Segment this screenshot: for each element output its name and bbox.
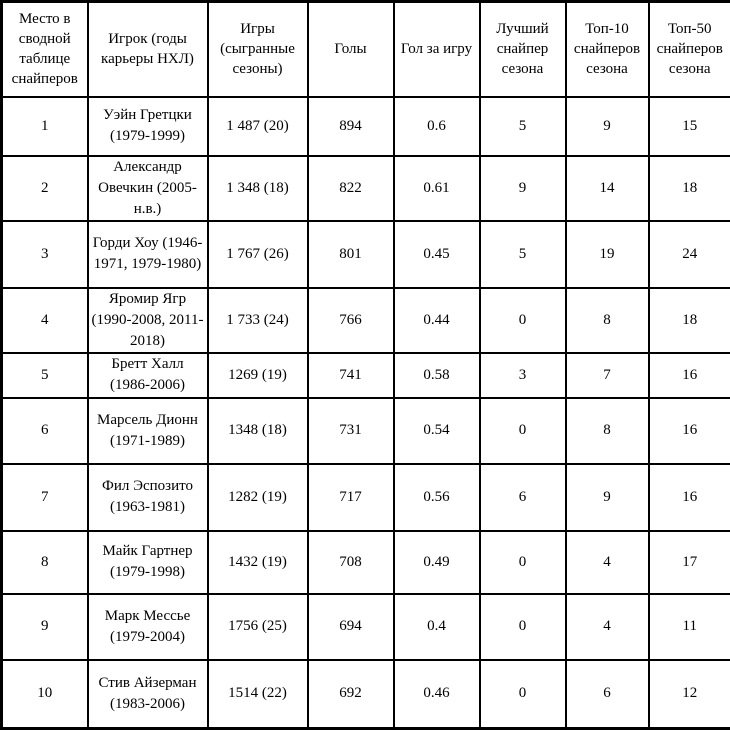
cell-rank: 4 bbox=[2, 288, 88, 353]
cell-top-10: 8 bbox=[566, 398, 649, 464]
cell-top-10: 8 bbox=[566, 288, 649, 353]
cell-player: Марк Мессье (1979-2004) bbox=[88, 594, 208, 660]
cell-goals: 894 bbox=[308, 97, 394, 156]
cell-player: Александр Овечкин (2005-н.в.) bbox=[88, 156, 208, 221]
table-row bbox=[2, 398, 730, 464]
cell-goals: 731 bbox=[308, 398, 394, 464]
cell-player: Горди Хоу (1946-1971, 1979-1980) bbox=[88, 221, 208, 288]
cell-rank: 7 bbox=[2, 464, 88, 531]
header-rank: Место в сводной таблице снайперов bbox=[2, 2, 88, 97]
cell-top-10: 19 bbox=[566, 221, 649, 288]
cell-goals-per-game: 0.46 bbox=[394, 660, 480, 729]
cell-goals: 708 bbox=[308, 531, 394, 594]
cell-rank: 9 bbox=[2, 594, 88, 660]
table-row bbox=[2, 660, 730, 729]
cell-rank: 6 bbox=[2, 398, 88, 464]
cell-top-50: 15 bbox=[649, 97, 730, 156]
cell-top-50: 16 bbox=[649, 398, 730, 464]
cell-player: Яромир Ягр (1990-2008, 2011-2018) bbox=[88, 288, 208, 353]
cell-top-scorer: 0 bbox=[480, 531, 566, 594]
header-row bbox=[2, 2, 730, 97]
cell-goals-per-game: 0.6 bbox=[394, 97, 480, 156]
cell-top-scorer: 0 bbox=[480, 288, 566, 353]
cell-goals-per-game: 0.58 bbox=[394, 353, 480, 398]
cell-rank: 5 bbox=[2, 353, 88, 398]
cell-top-scorer: 0 bbox=[480, 660, 566, 729]
table-row bbox=[2, 353, 730, 398]
cell-goals: 694 bbox=[308, 594, 394, 660]
cell-goals: 741 bbox=[308, 353, 394, 398]
cell-games: 1514 (22) bbox=[208, 660, 308, 729]
cell-top-50: 16 bbox=[649, 464, 730, 531]
table-row bbox=[2, 97, 730, 156]
cell-goals-per-game: 0.56 bbox=[394, 464, 480, 531]
cell-top-10: 14 bbox=[566, 156, 649, 221]
cell-top-10: 7 bbox=[566, 353, 649, 398]
cell-player: Фил Эспозито (1963-1981) bbox=[88, 464, 208, 531]
cell-goals-per-game: 0.45 bbox=[394, 221, 480, 288]
cell-top-50: 16 bbox=[649, 353, 730, 398]
cell-rank: 1 bbox=[2, 97, 88, 156]
cell-rank: 3 bbox=[2, 221, 88, 288]
cell-player: Майк Гартнер (1979-1998) bbox=[88, 531, 208, 594]
cell-goals: 717 bbox=[308, 464, 394, 531]
cell-top-10: 9 bbox=[566, 464, 649, 531]
header-top-scorer: Лучший снайпер сезона bbox=[480, 2, 566, 97]
cell-top-scorer: 9 bbox=[480, 156, 566, 221]
cell-top-scorer: 5 bbox=[480, 221, 566, 288]
table-row bbox=[2, 156, 730, 221]
cell-games: 1432 (19) bbox=[208, 531, 308, 594]
cell-top-50: 18 bbox=[649, 156, 730, 221]
cell-top-scorer: 5 bbox=[480, 97, 566, 156]
header-top-50: Топ-50 снайперов сезона bbox=[649, 2, 730, 97]
cell-games: 1348 (18) bbox=[208, 398, 308, 464]
table-row bbox=[2, 594, 730, 660]
cell-goals-per-game: 0.54 bbox=[394, 398, 480, 464]
header-player: Игрок (годы карьеры НХЛ) bbox=[88, 2, 208, 97]
cell-games: 1282 (19) bbox=[208, 464, 308, 531]
cell-top-50: 11 bbox=[649, 594, 730, 660]
cell-rank: 10 bbox=[2, 660, 88, 729]
cell-top-10: 4 bbox=[566, 531, 649, 594]
header-goals-per-game: Гол за игру bbox=[394, 2, 480, 97]
cell-games: 1 733 (24) bbox=[208, 288, 308, 353]
cell-goals-per-game: 0.49 bbox=[394, 531, 480, 594]
cell-top-10: 6 bbox=[566, 660, 649, 729]
table-row bbox=[2, 464, 730, 531]
cell-player: Бретт Халл (1986-2006) bbox=[88, 353, 208, 398]
cell-games: 1269 (19) bbox=[208, 353, 308, 398]
cell-top-scorer: 6 bbox=[480, 464, 566, 531]
table-row bbox=[2, 531, 730, 594]
cell-goals: 692 bbox=[308, 660, 394, 729]
cell-top-10: 9 bbox=[566, 97, 649, 156]
cell-top-50: 24 bbox=[649, 221, 730, 288]
header-games: Игры (сыгранные сезоны) bbox=[208, 2, 308, 97]
cell-top-scorer: 0 bbox=[480, 398, 566, 464]
table-row bbox=[2, 288, 730, 353]
header-goals: Голы bbox=[308, 2, 394, 97]
cell-goals-per-game: 0.61 bbox=[394, 156, 480, 221]
cell-top-scorer: 3 bbox=[480, 353, 566, 398]
cell-top-50: 17 bbox=[649, 531, 730, 594]
cell-games: 1 487 (20) bbox=[208, 97, 308, 156]
cell-rank: 8 bbox=[2, 531, 88, 594]
cell-goals: 766 bbox=[308, 288, 394, 353]
cell-player: Стив Айзерман (1983-2006) bbox=[88, 660, 208, 729]
cell-goals: 801 bbox=[308, 221, 394, 288]
header-top-10: Топ-10 снайперов сезона bbox=[566, 2, 649, 97]
cell-games: 1 767 (26) bbox=[208, 221, 308, 288]
cell-player: Уэйн Гретцки (1979-1999) bbox=[88, 97, 208, 156]
cell-games: 1756 (25) bbox=[208, 594, 308, 660]
cell-goals: 822 bbox=[308, 156, 394, 221]
cell-top-10: 4 bbox=[566, 594, 649, 660]
cell-top-scorer: 0 bbox=[480, 594, 566, 660]
cell-goals-per-game: 0.44 bbox=[394, 288, 480, 353]
cell-top-50: 12 bbox=[649, 660, 730, 729]
cell-top-50: 18 bbox=[649, 288, 730, 353]
cell-games: 1 348 (18) bbox=[208, 156, 308, 221]
cell-player: Марсель Дионн (1971-1989) bbox=[88, 398, 208, 464]
table-row bbox=[2, 221, 730, 288]
cell-goals-per-game: 0.4 bbox=[394, 594, 480, 660]
cell-rank: 2 bbox=[2, 156, 88, 221]
